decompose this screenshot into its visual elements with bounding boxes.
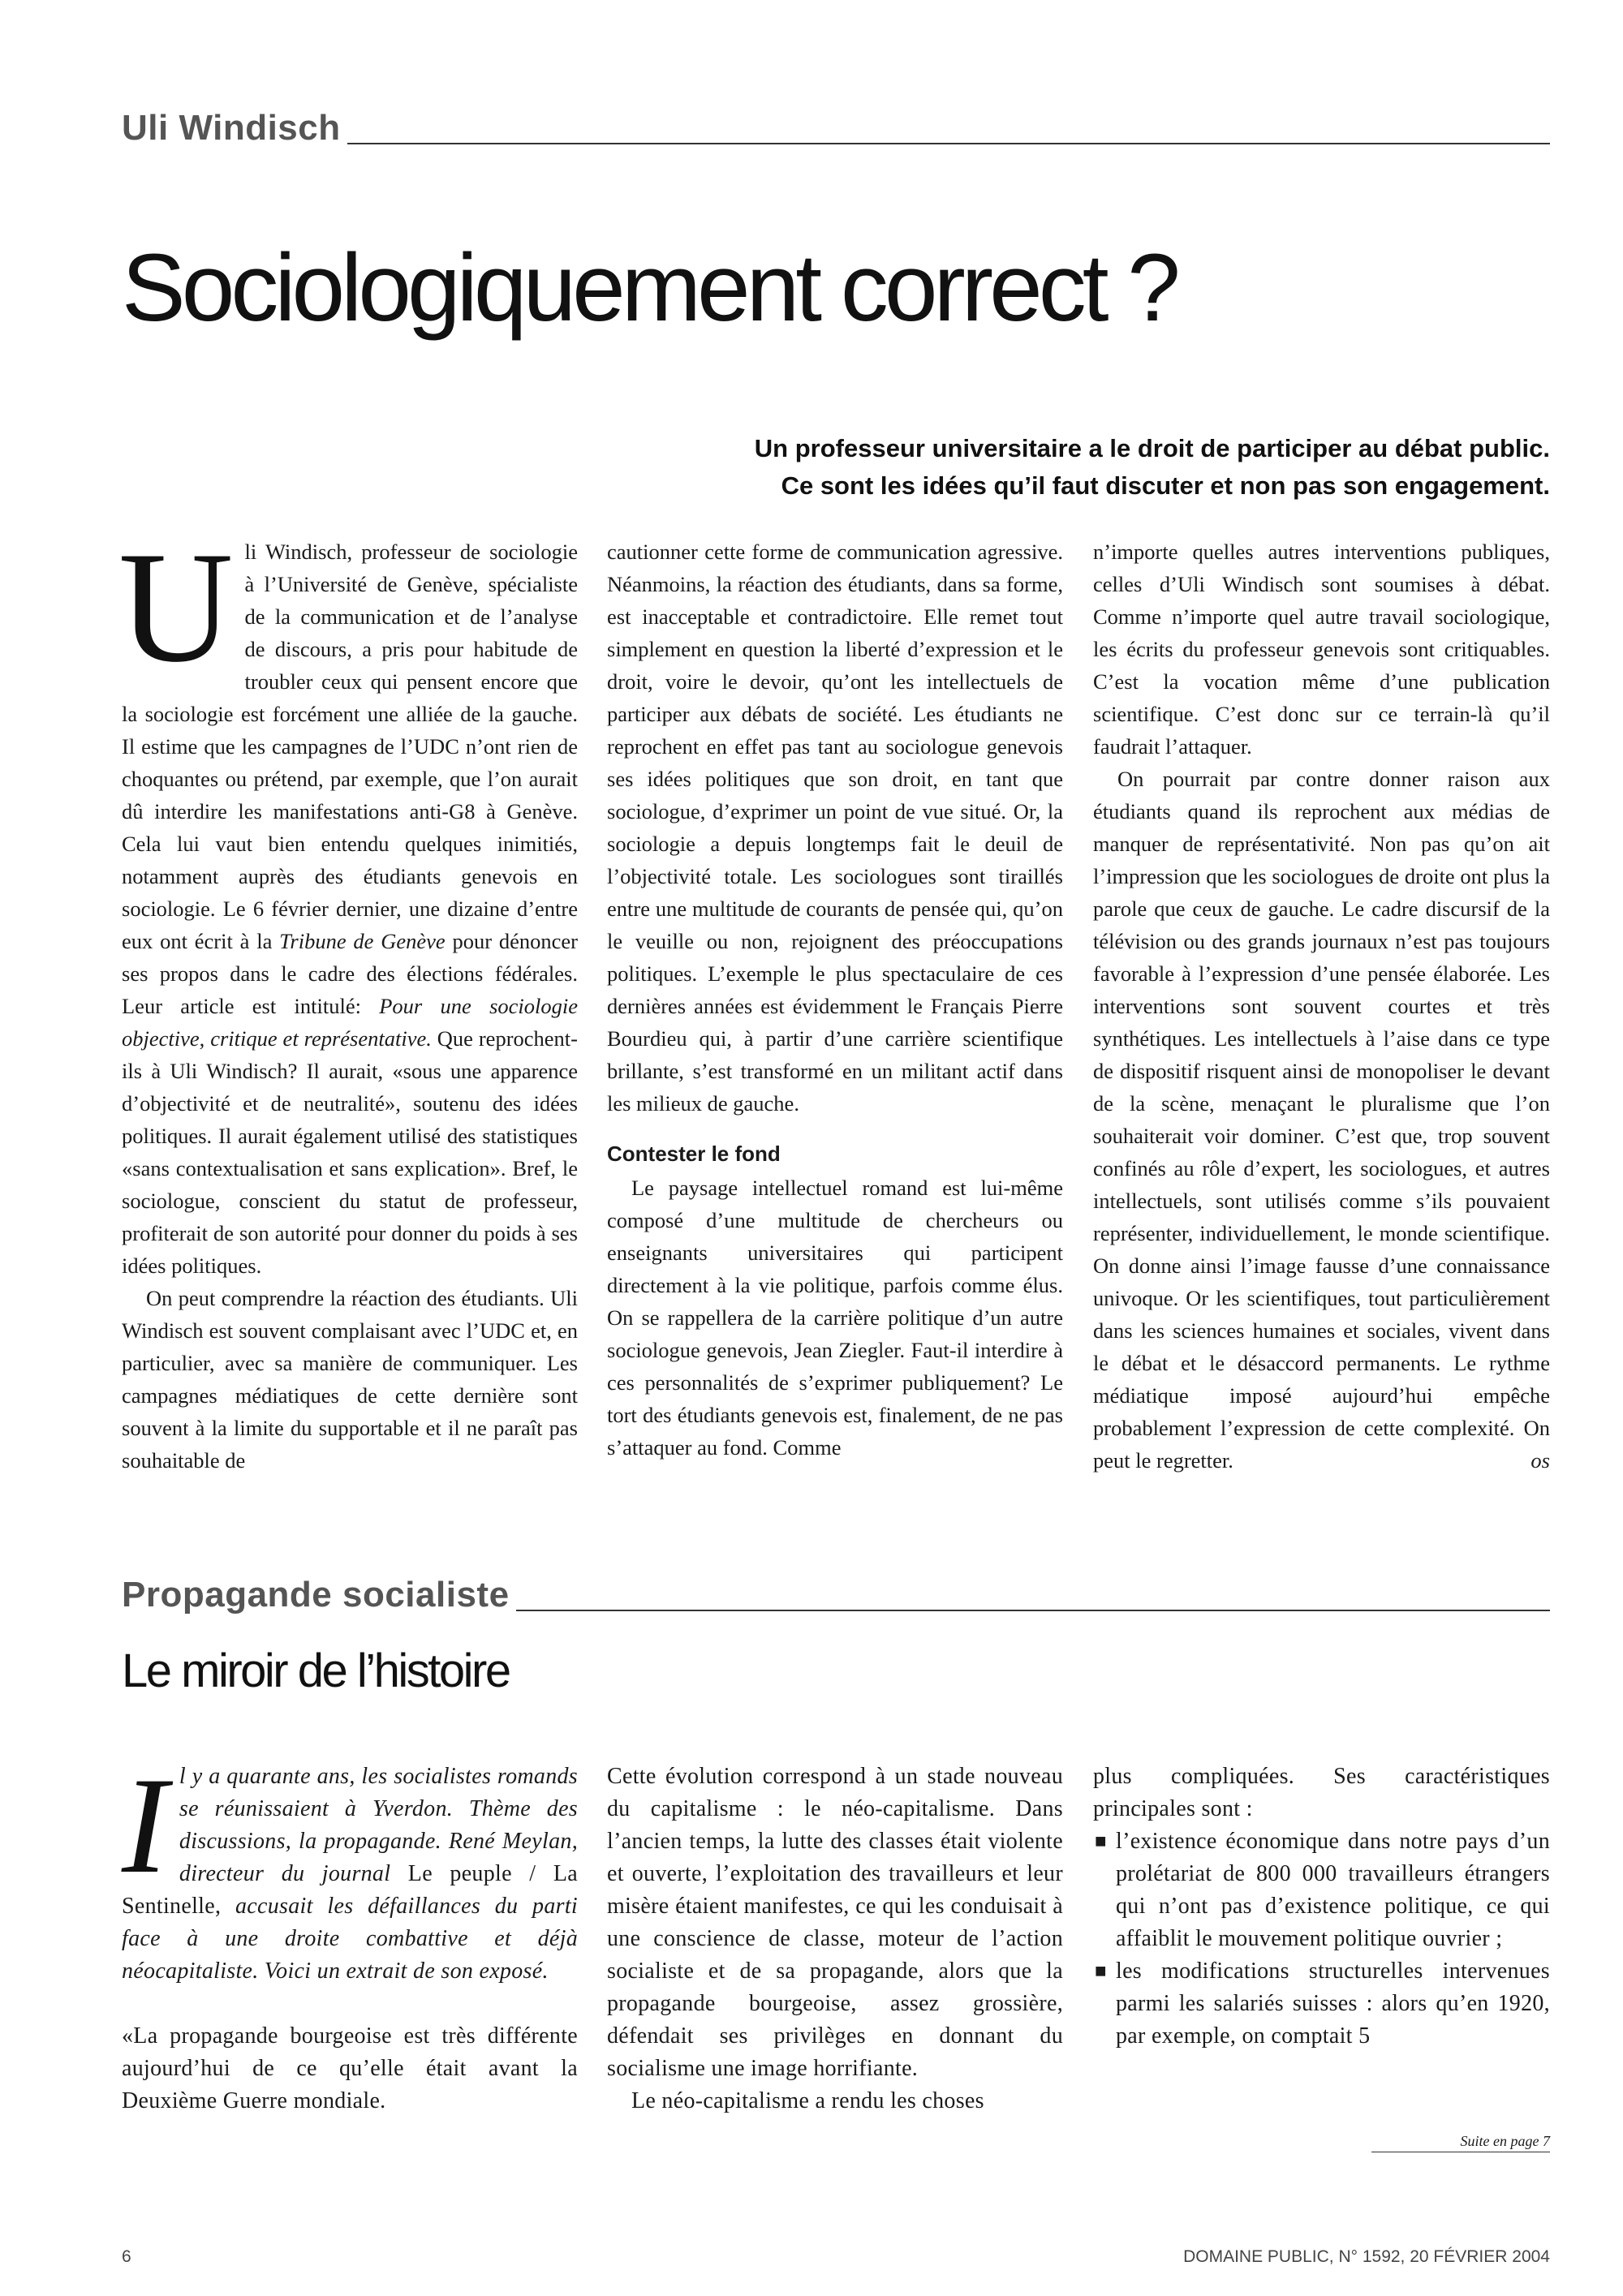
bullet-icon: ■ [1095, 1961, 1107, 1982]
article1-paragraph: cautionner cette forme de communication agressive. Néanmoins, la réaction des étudiants, dans sa forme, est inacceptable et contradictoire. Elle remet tout simplement en question la liberté d’expression et le droit, voire le devoir, qu’ont les intellectuels de participer aux débats de société. Les étudiants ne reprochent en effet pas tant au sociologue genevois ses idées politiques que son droit, en tant que sociologue, d’exprimer un point de vue situé. Or, la sociologie a depuis longtemps fait le deuil de l’objectivité totale. Les sociologues sont tiraillés entre une multitude de courants de pensée qui, qu’on le veuille ou non, rejoignent des préoccupations politiques. L’exemple le plus spectaculaire de ces dernières années est évidemment le Français Pierre Bourdieu qui, à partir d’une carrière scientifique brillante, s’est transformé en un militant actif dans les milieux de gauche. [607, 540, 1063, 1116]
author-kicker: Uli Windisch [122, 110, 347, 146]
bullet-list [1093, 1825, 1550, 2053]
article2-column-2 [607, 1761, 1063, 2118]
section-kicker: Propagande socialiste [122, 1577, 516, 1613]
article1-paragraph: Le paysage intellectuel romand est lui-même composé d’une multitude de chercheurs ou enseignants universitaires qui participent directement à la vie politique, parfois comme élus. On se rappellera de la carrière politique d’un autre sociologue genevois, Jean Ziegler. Faut-il interdire à ces personnalités de s’exprimer publiquement? Le tort des étudiants genevois est, finalement, de ne pas s’attaquer au fond. Comme [607, 1176, 1063, 1460]
bullet-icon: ■ [1095, 1831, 1107, 1852]
article1-paragraph: n’importe quelles autres interventions publiques, celles d’Uli Windisch sont soumises à débat. Comme n’importe quel autre travail sociologique, les écrits du professeur genevois sont critiquables. C’est la vocation même d’une publication scientifique. C’est donc sur ce terrain-là qu’il faudrait l’attaquer. [1093, 540, 1550, 759]
article-lead [422, 430, 1550, 505]
article2-intro: Il y a quarante ans, les socialistes romands se réunissaient à Yverdon. Thème des discussions, la propagande. René Meylan, directeur du journal Le peuple / La Sentinelle, accusait les défaillances du parti face à une droite combattive et déjà néocapitaliste. Voici un extrait de son exposé. [122, 1749, 578, 1984]
lead-line-2: Ce sont les idées qu’il faut discuter et non pas son engagement. [781, 471, 1550, 500]
article1-column-2 [607, 535, 1063, 1464]
article2-paragraph: Le néo-capitalisme a rendu les choses [631, 2088, 984, 2113]
continued-on-page: Suite en page 7 [1371, 2132, 1550, 2152]
article2-paragraph: plus compliquées. Ses caractéristiques principales sont : [1093, 1764, 1550, 1821]
drop-cap: I [122, 1749, 168, 1902]
drop-cap: U [118, 519, 234, 695]
article2-column-1 [122, 1749, 578, 2118]
lead-line-1: Un professeur universitaire a le droit de participer au débat public. [754, 434, 1550, 462]
list-item: ■ les modifications structurelles intervenues parmi les salariés suisses : alors qu’en 1920, par exemple, on comptait 5 [1093, 1955, 1550, 2053]
article1-paragraph: On peut comprendre la réaction des étudiants. Uli Windisch est souvent complaisant avec l’UDC et, en particulier, avec sa manière de communiquer. Les campagnes médiatiques de cette dernière sont souvent à la limite du supportable et il ne paraît pas souhaitable de [122, 1286, 578, 1473]
page-title: Sociologiquement correct ? [122, 234, 1177, 342]
article1-paragraph: On pourrait par contre donner raison aux étudiants quand ils reprochent aux médias de manquer de représentativité. Non pas qu’on ait l’impression que les sociologues de droite ont plus la parole que ceux de gauche. Le cadre discursif de la télévision ou des grands journaux n’est pas toujours favorable à l’expression d’une pensée élaborée. Les interventions sont souvent courtes et très synthétiques. Les intellectuels à l’aise dans ce type de dispositif risquent ainsi de monopoliser le devant de la scène, menaçant le pluralisme que l’on souhaiterait voir dominer. C’est que, trop souvent confinés au rôle d’expert, les sociologues, et autres intellectuels, sont utilisés comme s’ils pouvaient représenter, individuellement, le monde scientifique. On donne ainsi l’image fausse d’une connaissance univoque. Or les scientifiques, tout particulièrement dans les sciences humaines et sociales, vivent dans le débat et le désaccord permanents. Le rythme médiatique imposé aujourd’hui empêche probablement l’expression de cette complexité. On peut le regretter. os [1093, 763, 1550, 1477]
page-number: 6 [122, 2247, 131, 2266]
publication-info: DOMAINE PUBLIC, N° 1592, 20 FÉVRIER 2004 [1183, 2247, 1550, 2266]
list-item: ■ l’existence économique dans notre pays d’un prolétariat de 800 000 travailleurs étrangers qui n’ont pas d’existence politique, ce qui affaiblit le mouvement politique ouvrier ; [1093, 1825, 1550, 1955]
article1-column-1 [118, 519, 578, 1477]
article2-column-3 [1093, 1761, 1550, 2053]
article1-column-3 [1093, 535, 1550, 1477]
author-signature: os [1530, 1448, 1550, 1473]
article1-paragraph: Uli Windisch, professeur de sociologie à l’Université de Genève, spécialiste de la communication et de l’analyse de discours, a pris pour habitude de troubler ceux qui pensent encore que la sociologie est forcément une alliée de la gauche. Il estime que les campagnes de l’UDC n’ont rien de choquantes ou prétend, par exemple, que l’on aurait dû interdire les manifestations anti-G8 à Genève. Cela lui vaut bien entendu quelques inimitiés, notamment auprès des étudiants genevois en sociologie. Le 6 février dernier, une dizaine d’entre eux ont écrit à la Tribune de Genève pour dénoncer ses propos dans le cadre des élections fédérales. Leur article est intitulé: Pour une sociologie objective, critique et représentative. Que reprochent-ils à Uli Windisch? Il aurait, «sous une apparence d’objectivité et de neutralité», soutenu des idées politiques. Il aurait également utilisé des statistiques «sans contextualisation et sans explication». Bref, le sociologue, conscient du statut de professeur, profiterait de son autorité pour donner du poids à ses idées politiques. [118, 519, 578, 1278]
article2-paragraph: Cette évolution correspond à un stade nouveau du capitalisme : le néo-capitalisme. Dans l’ancien temps, la lutte des classes était violente et ouverte, l’exploitation des travailleurs et leur misère étaient manifestes, ce qui les conduisait à une conscience de classe, moteur de l’action socialiste et de sa propagande, alors que la propagande bourgeoise, assez grossière, défendait ses privilèges en donnant du socialisme une image horrifiante. [607, 1764, 1063, 2081]
section-subhead: Contester le fond [607, 1142, 781, 1166]
article-title: Le miroir de l’histoire [122, 1645, 510, 1697]
article2-paragraph: «La propagande bourgeoise est très différente aujourd’hui de ce qu’elle était avant la Deuxième Guerre mondiale. [122, 2023, 578, 2113]
